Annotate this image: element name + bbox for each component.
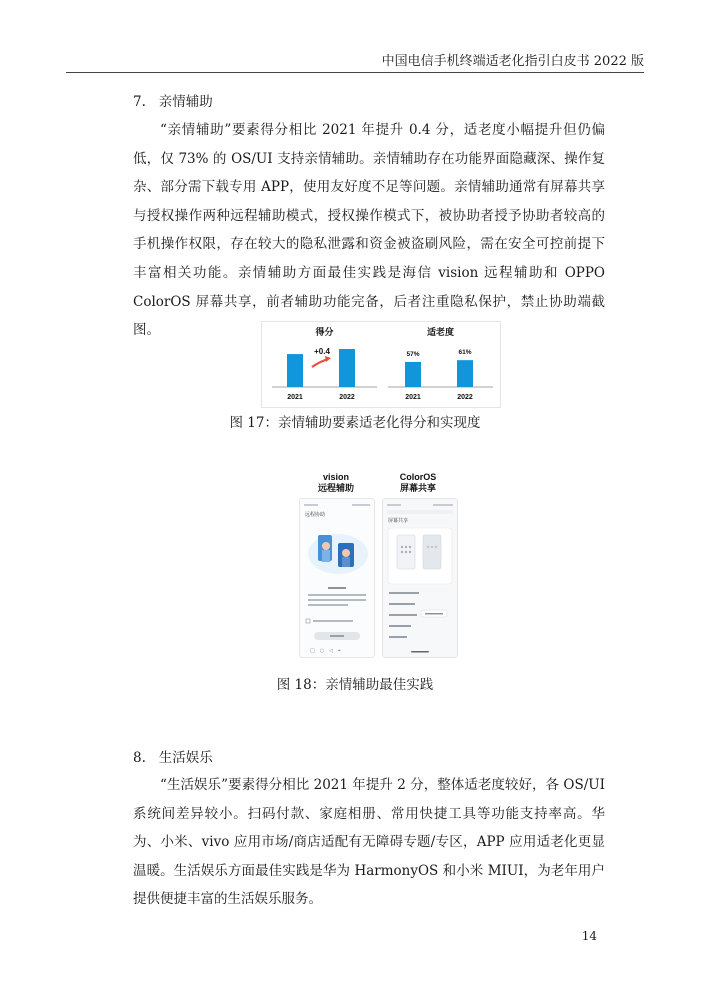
page-number: 14	[581, 929, 597, 943]
coloros-title-line2: 屏幕共享	[399, 483, 436, 493]
figure-17-chart	[261, 321, 501, 408]
chart-2-tick-2021: 2021	[405, 394, 421, 401]
coloros-screen-illustration	[383, 499, 457, 657]
chart-2-bar-2021	[405, 362, 421, 387]
chart-1-arrow-head-icon	[325, 356, 331, 362]
chart-1-tick-2021: 2021	[287, 394, 303, 401]
figure-17-caption: 图 17：亲情辅助要素适老化得分和实现度	[229, 415, 481, 431]
coloros-title-line1: ColorOS	[399, 472, 437, 482]
section-8-heading: 8. 生活娱乐	[133, 750, 213, 766]
chart-2-bar-2022	[457, 360, 473, 387]
vision-screen-illustration	[300, 499, 374, 657]
chart-2-data-label-2022: 61%	[458, 349, 472, 357]
chart-1-annotation: +0.4	[314, 347, 330, 356]
chart-1-tick-2022: 2022	[339, 394, 355, 401]
vision-title-line2: 远程辅助	[317, 483, 354, 493]
chart-1-bar-2021	[287, 354, 303, 387]
coloros-screen-title: 屏幕共享	[388, 518, 409, 524]
figure-18-caption: 图 18：亲情辅助最佳实践	[276, 677, 434, 693]
vision-title	[298, 472, 374, 494]
chart-2-tick-2022: 2022	[457, 394, 473, 401]
chart-1-increase-arrow	[312, 359, 328, 367]
figure-17-svg	[262, 322, 500, 407]
vision-screen-title: 远程协助	[305, 512, 326, 518]
chart-1-bar-2022	[339, 349, 355, 387]
chart-2-title: 适老度	[426, 327, 455, 337]
coloros-title	[380, 472, 456, 494]
running-header: 中国电信手机终端适老化指引白皮书 2022 版	[381, 54, 644, 69]
chart-1-title: 得分	[315, 327, 334, 337]
header-rule	[66, 72, 644, 73]
section-7-paragraph: “亲情辅助”要素得分相比 2021 年提升 0.4 分，适老度小幅提升但仍偏低，仅 73% 的 OS/UI 支持亲情辅助。亲情辅助存在功能界面隐藏深、操作复杂、部分需下载专用 APP，使用友好度不足等问题。亲情辅助通常有屏幕共享与授权操作两种远程辅助模式，授权操作模式下，被协助者授予协助者较高的手机操作权限，存在较大的隐私泄露和资金被盗刷风险，需在安全可控前提下丰富相关功能。亲情辅助方面最佳实践是海信 vision 远程辅助和 OPPO ColorOS 屏幕共享，前者辅助功能完备，后者注重隐私保护，禁止协助端截图。	[133, 122, 605, 339]
vision-phone-screenshot	[299, 498, 375, 658]
section-8-paragraph: “生活娱乐”要素得分相比 2021 年提升 2 分，整体适老度较好，各 OS/UI 系统间差异较小。扫码付款、家庭相册、常用快捷工具等功能支持率高。华为、小米、vivo 应用市场/商店适配有无障碍专题/专区，APP 应用适老化更显温暖。生活娱乐方面最佳实践是华为 HarmonyOS 和小米 MIUI，为老年用户提供便捷丰富的生活娱乐服务。	[133, 777, 605, 908]
figure-18-screenshots	[298, 472, 458, 660]
vision-title-line1: vision	[322, 472, 349, 482]
section-7-heading: 7. 亲情辅助	[133, 94, 213, 110]
coloros-phone-screenshot	[382, 498, 458, 658]
svg-text:□ ○ ◁ ⌖: □ ○ ◁ ⌖	[310, 648, 341, 654]
chart-2-data-label-2021: 57%	[406, 350, 420, 358]
